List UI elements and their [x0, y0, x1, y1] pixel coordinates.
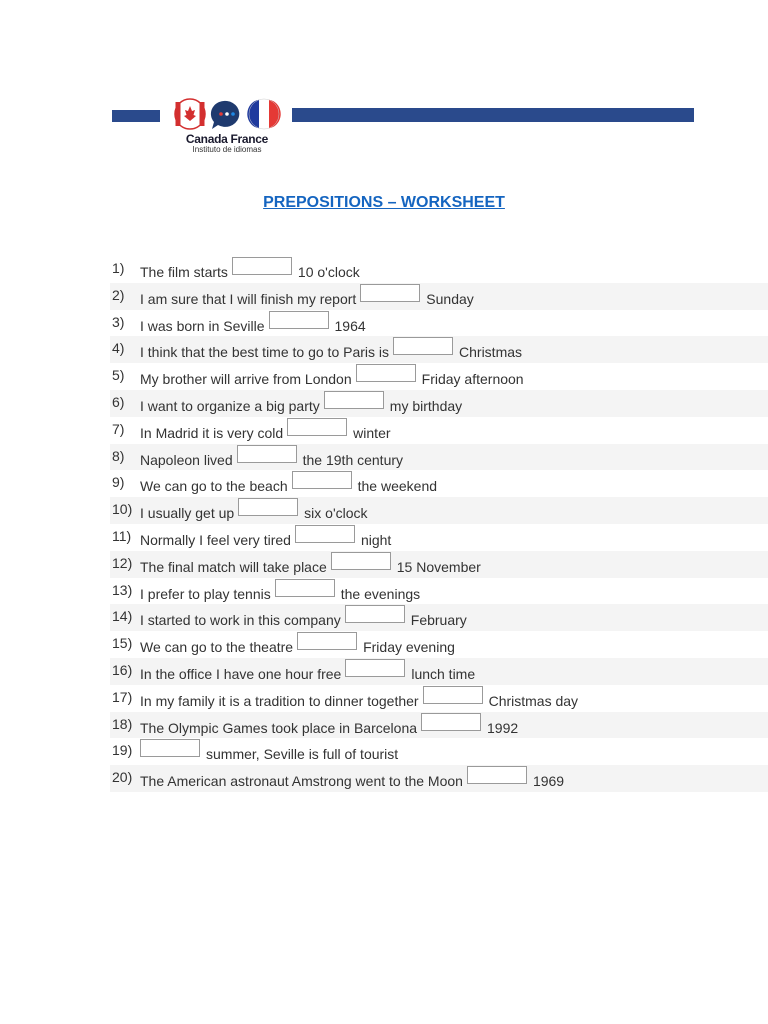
answer-blank[interactable]: [423, 686, 483, 704]
question-sentence: [140, 311, 366, 335]
sentence-before: In the office I have one hour free: [140, 665, 342, 682]
question-row: [110, 765, 768, 792]
question-sentence: [140, 686, 578, 710]
answer-blank[interactable]: [393, 337, 453, 355]
logo: [168, 98, 286, 158]
sentence-after: six o'clock: [304, 505, 368, 522]
question-sentence: [140, 659, 475, 683]
question-row: [110, 363, 768, 390]
question-sentence: [140, 632, 455, 656]
question-number: 15): [112, 635, 133, 652]
questions-list: [110, 256, 768, 792]
sentence-before: The American astronaut Amstrong went to the Moon: [140, 773, 463, 790]
question-number: 19): [112, 742, 133, 759]
question-number: 14): [112, 608, 133, 625]
answer-blank[interactable]: [297, 632, 357, 650]
question-sentence: [140, 391, 462, 415]
question-number: 17): [112, 688, 133, 705]
question-row: [110, 336, 768, 363]
question-row: [110, 551, 768, 578]
question-row: [110, 604, 768, 631]
sentence-after: Sunday: [426, 290, 474, 307]
sentence-before: I am sure that I will finish my report: [140, 290, 357, 307]
question-row: [110, 283, 768, 310]
header-bar-right: [292, 108, 694, 122]
question-number: 1): [112, 260, 125, 276]
question-number: 16): [112, 661, 133, 678]
answer-blank[interactable]: [360, 284, 420, 302]
question-sentence: [140, 418, 391, 442]
question-sentence: [140, 552, 481, 576]
question-number: 4): [112, 340, 125, 357]
question-number: 3): [112, 313, 125, 330]
sentence-after: 1969: [532, 773, 565, 790]
sentence-after: 15 November: [396, 558, 481, 575]
sentence-after: Christmas day: [488, 692, 579, 709]
sentence-after: the 19th century: [302, 451, 404, 468]
question-row: [110, 578, 768, 605]
sentence-after: lunch time: [411, 665, 476, 682]
question-sentence: [140, 471, 437, 495]
sentence-before: Normally I feel very tired: [140, 531, 291, 548]
answer-blank[interactable]: [269, 311, 329, 329]
question-number: 6): [112, 393, 125, 410]
question-number: 7): [112, 420, 125, 437]
question-row: [110, 497, 768, 524]
question-sentence: [140, 739, 398, 763]
question-row: [110, 658, 768, 685]
header-bar-left: [112, 110, 160, 122]
sentence-before: I was born in Seville: [140, 317, 265, 334]
answer-blank[interactable]: [238, 498, 298, 516]
sentence-before: I usually get up: [140, 505, 235, 522]
sentence-before: The Olympic Games took place in Barcelona: [140, 719, 418, 736]
sentence-after: 1992: [487, 719, 519, 736]
question-number: 2): [112, 286, 125, 303]
answer-blank[interactable]: [292, 471, 352, 489]
answer-blank[interactable]: [345, 659, 405, 677]
question-sentence: [140, 766, 564, 790]
answer-blank[interactable]: [140, 739, 200, 757]
question-row: [110, 390, 768, 417]
question-sentence: [140, 445, 403, 469]
sentence-after: Christmas: [459, 344, 523, 361]
sentence-before: In Madrid it is very cold: [140, 424, 284, 441]
question-number: 5): [112, 367, 125, 384]
answer-blank[interactable]: [324, 391, 384, 409]
sentence-before: The film starts: [140, 264, 228, 280]
question-row: [110, 444, 768, 471]
sentence-before: The final match will take place: [140, 558, 327, 575]
sentence-before: My brother will arrive from London: [140, 371, 352, 388]
sentence-after: Friday evening: [363, 639, 455, 656]
question-row: [110, 738, 768, 765]
sentence-after: winter: [353, 424, 391, 441]
question-sentence: [140, 525, 391, 549]
header: [0, 0, 768, 170]
sentence-after: February: [410, 612, 467, 629]
sentence-after: 10 o'clock: [297, 264, 360, 280]
sentence-before: I prefer to play tennis: [140, 585, 271, 602]
sentence-after: my birthday: [389, 397, 463, 414]
sentence-after: the weekend: [357, 478, 438, 495]
question-row: [110, 470, 768, 497]
sentence-before: I started to work in this company: [140, 612, 341, 629]
sentence-after: the evenings: [340, 585, 421, 602]
question-row: [110, 524, 768, 551]
answer-blank[interactable]: [295, 525, 355, 543]
question-number: 10): [112, 501, 133, 518]
question-sentence: [140, 713, 518, 737]
sentence-after: summer, Seville is full of tourist: [206, 746, 399, 763]
question-sentence: [140, 257, 360, 281]
sentence-after: 1964: [334, 317, 366, 334]
question-number: 9): [112, 474, 125, 491]
question-number: 13): [112, 581, 133, 598]
answer-blank[interactable]: [232, 257, 292, 275]
answer-blank[interactable]: [287, 418, 347, 436]
answer-blank[interactable]: [237, 445, 297, 463]
logo-bubbles-icon: [168, 98, 286, 132]
answer-blank[interactable]: [467, 766, 527, 784]
question-sentence: [140, 364, 524, 388]
question-row: [110, 417, 768, 444]
question-sentence: [140, 337, 522, 361]
question-row: [110, 310, 768, 337]
question-sentence: [140, 284, 474, 308]
question-sentence: [140, 579, 420, 603]
question-sentence: [140, 498, 368, 522]
question-number: 8): [112, 447, 125, 464]
question-row: [110, 631, 768, 658]
logo-name: Canada France: [185, 132, 269, 146]
question-number: 12): [112, 554, 133, 571]
answer-blank[interactable]: [275, 579, 335, 597]
sentence-before: Napoleon lived: [140, 451, 233, 468]
question-number: 20): [112, 769, 133, 786]
question-sentence: [140, 605, 467, 629]
answer-blank[interactable]: [421, 713, 481, 731]
sentence-before: We can go to the theatre: [140, 639, 294, 656]
question-number: 11): [112, 527, 132, 544]
question-number: 18): [112, 715, 133, 732]
logo-subtitle: Instituto de idiomas: [192, 145, 262, 154]
sentence-after: Friday afternoon: [421, 371, 524, 388]
answer-blank[interactable]: [345, 605, 405, 623]
sentence-before: We can go to the beach: [140, 478, 288, 495]
worksheet-title: PREPOSITIONS – WORKSHEET: [263, 194, 505, 211]
sentence-before: In my family it is a tradition to dinner together: [140, 692, 419, 709]
sentence-before: I want to organize a big party: [140, 397, 320, 414]
answer-blank[interactable]: [356, 364, 416, 382]
sentence-after: night: [360, 531, 392, 548]
question-row: [110, 685, 768, 712]
answer-blank[interactable]: [331, 552, 391, 570]
sentence-before: I think that the best time to go to Paris is: [140, 344, 390, 361]
question-row: [110, 712, 768, 739]
question-row: [110, 256, 768, 283]
